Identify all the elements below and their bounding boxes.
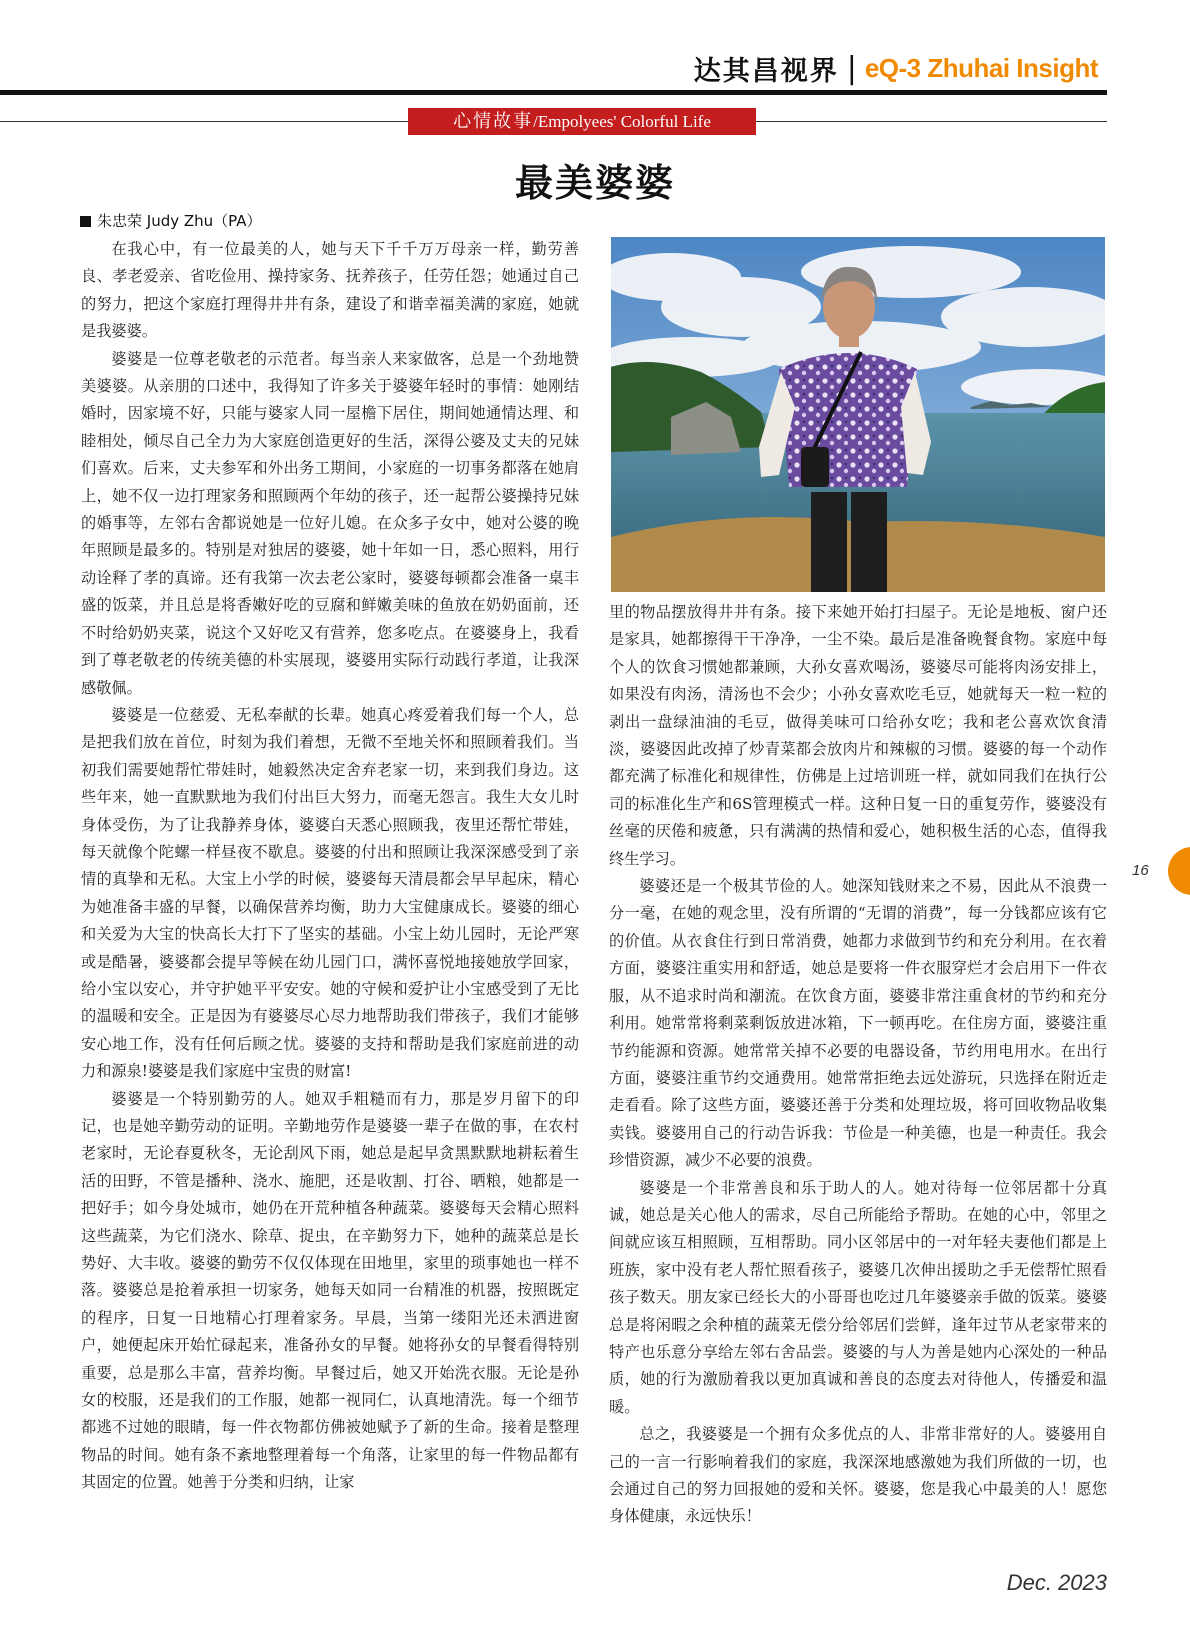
issue-date: Dec. 2023 xyxy=(1006,1570,1107,1595)
page-tab xyxy=(1168,847,1190,895)
paragraph: 在我心中，有一位最美的人，她与天下千千万万母亲一样，勤劳善良、孝老爱亲、省吃俭用、操持家务、抚养孩子，任劳任怨；她通过自己的努力，把这个家庭打理得井井有条，建设了和谐幸福美满的家庭，她就是我婆婆。 xyxy=(81,240,579,341)
publication-name-en: eQ-3 Zhuhai Insight xyxy=(864,52,1098,83)
section-label-en: /Empolyees' Colorful Life xyxy=(533,112,711,131)
photo-illustration xyxy=(611,237,1105,592)
masthead xyxy=(694,48,1098,88)
author-name: 朱忠荣 Judy Zhu（PA） xyxy=(97,212,262,230)
article-title: 最美婆婆 xyxy=(514,160,675,205)
article-photo xyxy=(611,237,1105,592)
article-column-right xyxy=(609,599,1107,1531)
paragraph: 婆婆是一位慈爱、无私奉献的长辈。她真心疼爱着我们每一个人，总是把我们放在首位，时刻为我们着想，无微不至地关怀和照顾着我们。当初我们需要她帮忙带娃时，她毅然决定舍弃老家一切，来到我们身边。这些年来，她一直默默地为我们付出巨大努力，而毫无怨言。我生大女儿时身体受伤，为了让我静养身体，婆婆白天悉心照顾我，夜里还帮忙带娃，每天就像个陀螺一样昼夜不歇息。婆婆的付出和照顾让我深深感受到了亲情的真挚和无私。大宝上小学的时候，婆婆每天清晨都会早早起床，精心为她准备丰盛的早餐，以确保营养均衡，助力大宝健康成长。婆婆的细心和关爱为大宝的快高长大打下了坚实的基础。小宝上幼儿园时，无论严寒或是酷暑，婆婆都会提早等候在幼儿园门口，满怀喜悦地接她放学回家，给小宝以安心，并守护她平平安安。她的守候和爱护让小宝感受到了无比的温暖和安全。正是因为有婆婆尽心尽力地帮助我们带孩子，我们才能够安心地工作，没有任何后顾之忧。婆婆的支持和帮助是我们家庭前进的动力和源泉!婆婆是我们家庭中宝贵的财富! xyxy=(81,705,579,1081)
byline-square-icon xyxy=(80,216,91,227)
section-banner xyxy=(408,108,756,135)
article-column-left xyxy=(81,236,579,1497)
paragraph: 婆婆还是一个极其节俭的人。她深知钱财来之不易，因此从不浪费一分一毫，在她的观念里，没有所谓的“无谓的消费”，每一分钱都应该有它的价值。从衣食住行到日常消费，她都力求做到节约和充分利用。在衣着方面，婆婆注重实用和舒适，她总是要将一件衣服穿烂才会启用下一件衣服，从不追求时尚和潮流。在饮食方面，婆婆非常注重食材的节约和充分利用。她常常将剩菜剩饭放进冰箱，下一顿再吃。在住房方面，婆婆注重节约能源和资源。她常常关掉不必要的电器设备，节约用电用水。在出行方面，婆婆注重节约交通费用。她常常拒绝去远处游玩，只选择在附近走走看看。除了这些方面，婆婆还善于分类和处理垃圾，将可回收物品收集卖钱。婆婆用自己的行动告诉我：节俭是一种美德，也是一种责任。我会珍惜资源，减少不必要的浪费。 xyxy=(609,877,1107,1170)
publication-name-cn: 达其昌视界 xyxy=(693,55,839,87)
byline xyxy=(80,210,262,231)
page-number: 16 xyxy=(1132,862,1149,879)
paragraph: 婆婆是一位尊老敬老的示范者。每当亲人来家做客，总是一个劲地赞美婆婆。从亲朋的口述中，我得知了许多关于婆婆年轻时的事情：她刚结婚时，因家境不好，只能与婆家人同一屋檐下居住，期间她通情达理、和睦相处，倾尽自己全力为大家庭创造更好的生活，深得公婆及丈夫的兄妹们喜欢。后来，丈夫参军和外出务工期间，小家庭的一切事务都落在她肩上，她不仅一边打理家务和照顾两个年幼的孩子，还一起帮公婆操持兄妹的婚事等，左邻右舍都说她是一位好儿媳。在众多子女中，她对公婆的晚年照顾是最多的。特别是对独居的婆婆，她十年如一日，悉心照料，用行动诠释了孝的真谛。还有我第一次去老公家时，婆婆每顿都会准备一桌丰盛的饭菜，并且总是将香嫩好吃的豆腐和鲜嫩美味的鱼放在奶奶面前，还不时给奶奶夹菜，说这个又好吃又有营养，您多吃点。在婆婆身上，我看到了尊老敬老的传统美德的朴实展现，婆婆用实际行动践行孝道，让我深感敬佩。 xyxy=(81,349,579,697)
paragraph: 婆婆是一个非常善良和乐于助人的人。她对待每一位邻居都十分真诚，她总是关心他人的需求，尽自己所能给予帮助。在她的心中，邻里之间就应该互相照顾，互相帮助。同小区邻居中的一对年轻夫妻他们都是上班族，家中没有老人帮忙照看孩子，婆婆几次伸出援助之手无偿帮忙照看孩子数天。朋友家已经长大的小哥哥也吃过几年婆婆亲手做的饭菜。婆婆总是将闲暇之余种植的蔬菜无偿分给邻居们尝鲜，逢年过节从老家带来的特产也乐意分享给左邻右舍品尝。婆婆的与人为善是她内心深处的一种品质，她的行为激励着我以更加真诚和善良的态度去对待他人，传播爱和温暖。 xyxy=(609,1178,1107,1416)
header-rule-thick xyxy=(0,90,1107,95)
paragraph: 婆婆是一个特别勤劳的人。她双手粗糙而有力，那是岁月留下的印记，也是她辛勤劳动的证明。辛勤地劳作是婆婆一辈子在做的事，在农村老家时，无论春夏秋冬，无论刮风下雨，她总是起早贪黑默默地耕耘着生活的田野，不管是播种、浇水、施肥，还是收割、打谷、晒粮，她都是一把好手；如今身处城市，她仍在开荒种植各种蔬菜。婆婆每天会精心照料这些蔬菜，为它们浇水、除草、捉虫，在辛勤努力下，她种的蔬菜总是长势好、大丰收。婆婆的勤劳不仅仅体现在田地里，家里的琐事她也一样不落。婆婆总是抢着承担一切家务，她每天如同一台精准的机器，按照既定的程序，日复一日地精心打理着家务。早晨，当第一缕阳光还未洒进窗户，她便起床开始忙碌起来，准备孙女的早餐。她将孙女的早餐看得特别重要，总是那么丰富，营养均衡。早餐过后，她又开始洗衣服。无论是孙女的校服，还是我们的工作服，她都一视同仁，认真地清洗。每一个细节都逃不过她的眼睛，每一件衣物都仿佛被她赋予了新的生命。接着是整理物品的时间。她有条不紊地整理着每一个角落，让家里的每一件物品都有其固定的位置。她善于分类和归纳，让家 xyxy=(81,1089,579,1492)
masthead-separator: | xyxy=(846,50,857,86)
paragraph: 总之，我婆婆是一个拥有众多优点的人、非常非常好的人。婆婆用自己的一言一行影响着我们的家庭，我深深地感激她为我们所做的一切，也会通过自己的努力回报她的爱和关怀。婆婆，您是我心中最美的人！愿您身体健康，永远快乐！ xyxy=(609,1425,1107,1526)
paragraph: 里的物品摆放得井井有条。接下来她开始打扫屋子。无论是地板、窗户还是家具，她都擦得干干净净，一尘不染。最后是准备晚餐食物。家庭中每个人的饮食习惯她都兼顾，大孙女喜欢喝汤，婆婆尽可能将肉汤安排上，如果没有肉汤，清汤也不会少；小孙女喜欢吃毛豆，她就每天一粒一粒的剥出一盘绿油油的毛豆，做得美味可口给孙女吃；我和老公喜欢饮食清淡，婆婆因此改掉了炒青菜都会放肉片和辣椒的习惯。婆婆的每一个动作都充满了标准化和规律性，仿佛是上过培训班一样，就如同我们在执行公司的标准化生产和6S管理模式一样。这种日复一日的重复劳作，婆婆没有丝毫的厌倦和疲惫，只有满满的热情和爱心，她积极生活的心态，值得我终生学习。 xyxy=(609,603,1107,868)
section-label-cn: 心情故事 xyxy=(453,111,534,132)
